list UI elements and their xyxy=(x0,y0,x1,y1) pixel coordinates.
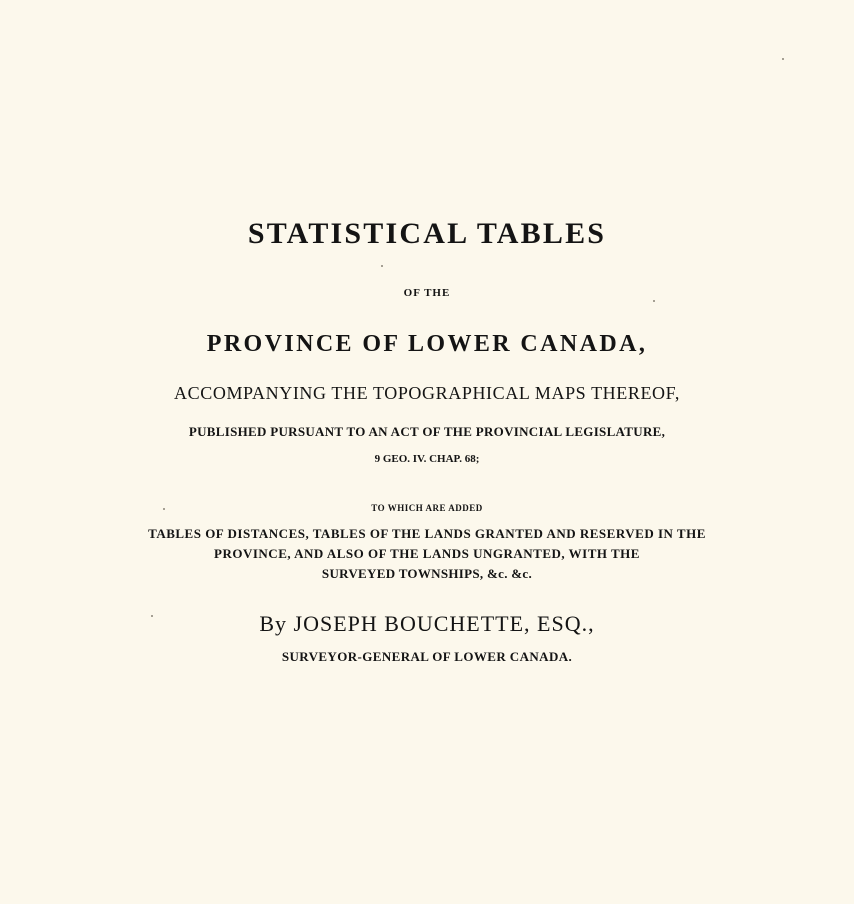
accompanying-line: ACCOMPANYING THE TOPOGRAPHICAL MAPS THEREOF, xyxy=(174,383,680,403)
tables-line-1: TABLES OF DISTANCES, TABLES OF THE LANDS GRANTED AND RESERVED IN THE xyxy=(148,526,706,541)
to-which-line: TO WHICH ARE ADDED xyxy=(371,503,483,513)
published-line: PUBLISHED PURSUANT TO AN ACT OF THE PROVINCIAL LEGISLATURE, xyxy=(188,424,666,439)
paper-speck xyxy=(163,508,165,510)
paper-speck xyxy=(381,265,383,267)
paper-speck xyxy=(653,300,655,302)
act-reference: 9 GEO. IV. CHAP. 68; xyxy=(374,453,480,465)
author-title-line: SURVEYOR-GENERAL OF LOWER CANADA. xyxy=(281,649,573,664)
document-title: STATISTICAL TABLES xyxy=(247,217,607,250)
author-line: By JOSEPH BOUCHETTE, ESQ., xyxy=(259,611,595,636)
tables-line-3: SURVEYED TOWNSHIPS, &c. &c. xyxy=(321,566,533,581)
tables-line-2: PROVINCE, AND ALSO OF THE LANDS UNGRANTED, WITH THE xyxy=(214,546,640,561)
of-the-line: OF THE xyxy=(403,287,451,299)
paper-speck xyxy=(782,58,784,60)
province-line: PROVINCE OF LOWER CANADA, xyxy=(206,331,648,357)
paper-speck xyxy=(151,615,153,617)
